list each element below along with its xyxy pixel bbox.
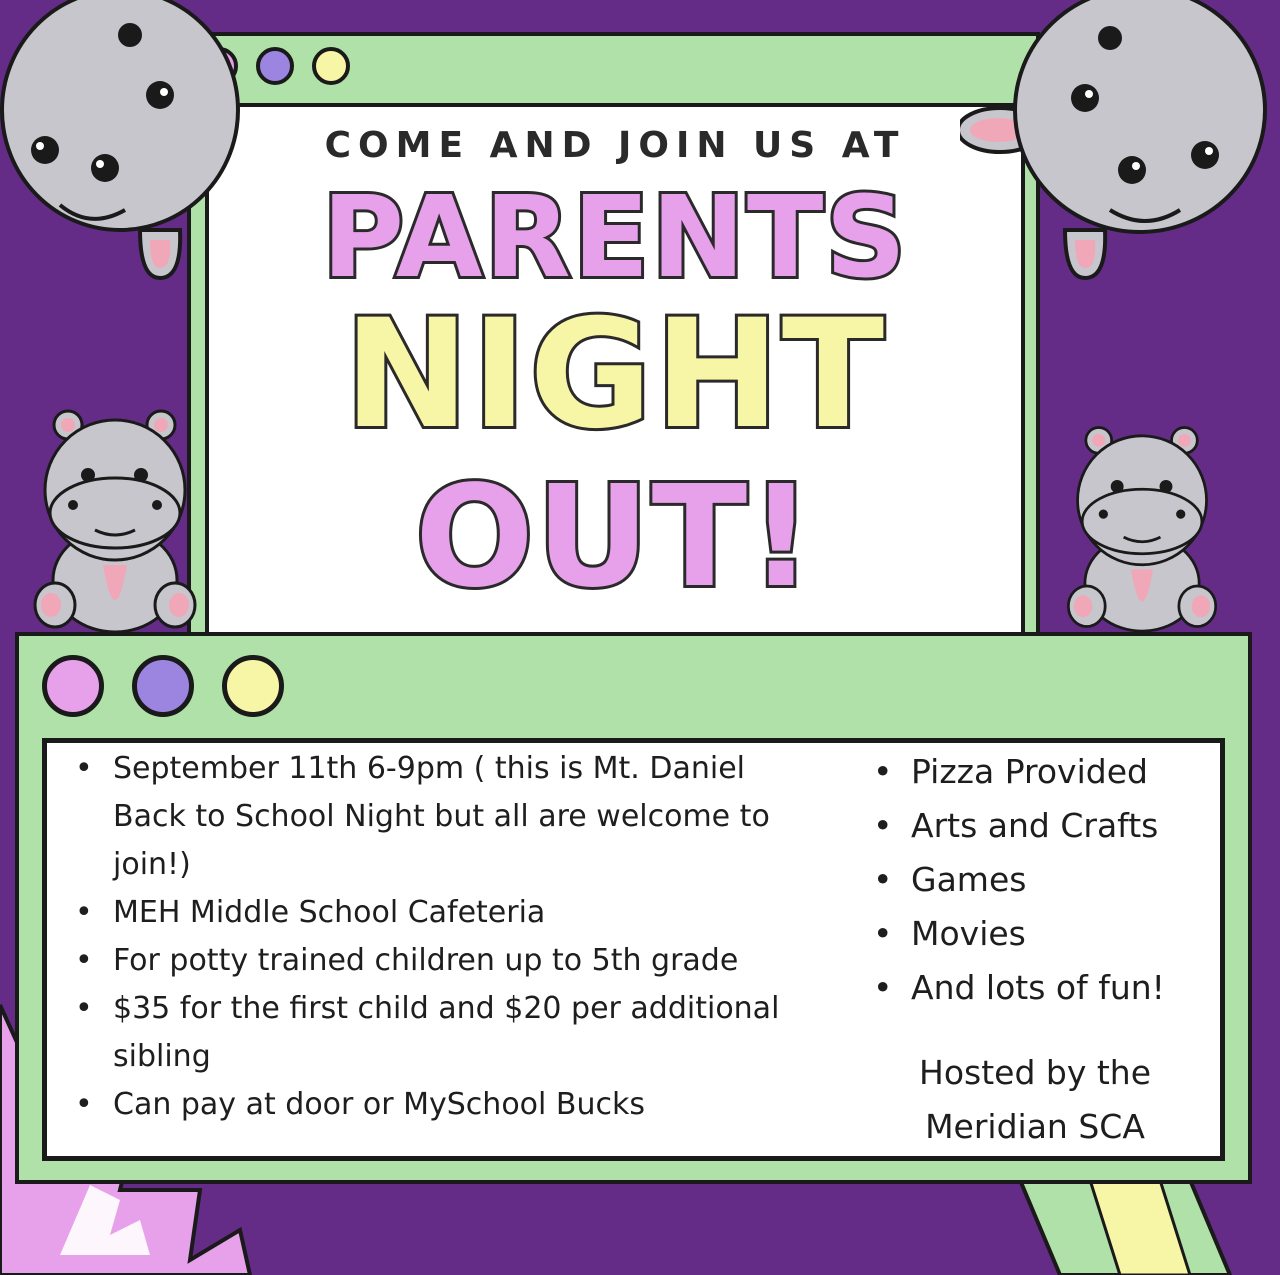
hosted-by-line2: Meridian SCA	[925, 1107, 1145, 1146]
pink-dot-icon	[42, 655, 104, 717]
subtitle: COME AND JOIN US AT	[324, 125, 906, 166]
yellow-dot-icon	[312, 47, 350, 85]
hippo-head-left-icon	[0, 0, 280, 285]
list-item: • MEH Middle School Cafeteria	[70, 889, 810, 937]
highlights-list	[868, 745, 1218, 1015]
bottom-window-buttons	[42, 655, 284, 717]
list-item: • Pizza Provided	[868, 745, 1218, 799]
sitting-hippo-left-icon	[33, 405, 198, 633]
hosted-by	[880, 1046, 1190, 1154]
title-out: OUT!	[414, 456, 816, 619]
list-item: • September 11th 6-9pm ( this is Mt. Daniel Back to School Night but all are welcome to join!)	[70, 745, 810, 889]
list-item: • Games	[868, 853, 1218, 907]
list-item: • Arts and Crafts	[868, 799, 1218, 853]
hosted-by-line1: Hosted by the	[919, 1053, 1151, 1092]
list-item: • $35 for the first child and $20 per additional sibling	[70, 985, 810, 1081]
purple-dot-icon	[132, 655, 194, 717]
event-details-list	[70, 745, 810, 1129]
list-item: • Movies	[868, 907, 1218, 961]
hippo-head-right-icon	[960, 0, 1280, 285]
list-item: • For potty trained children up to 5th grade	[70, 937, 810, 985]
sitting-hippo-right-icon	[1065, 422, 1220, 632]
list-item: • Can pay at door or MySchool Bucks	[70, 1081, 810, 1129]
yellow-dot-icon	[222, 655, 284, 717]
title-night: NIGHT	[343, 288, 887, 462]
title-parents: PARENTS	[321, 173, 909, 303]
list-item: • And lots of fun!	[868, 961, 1218, 1015]
